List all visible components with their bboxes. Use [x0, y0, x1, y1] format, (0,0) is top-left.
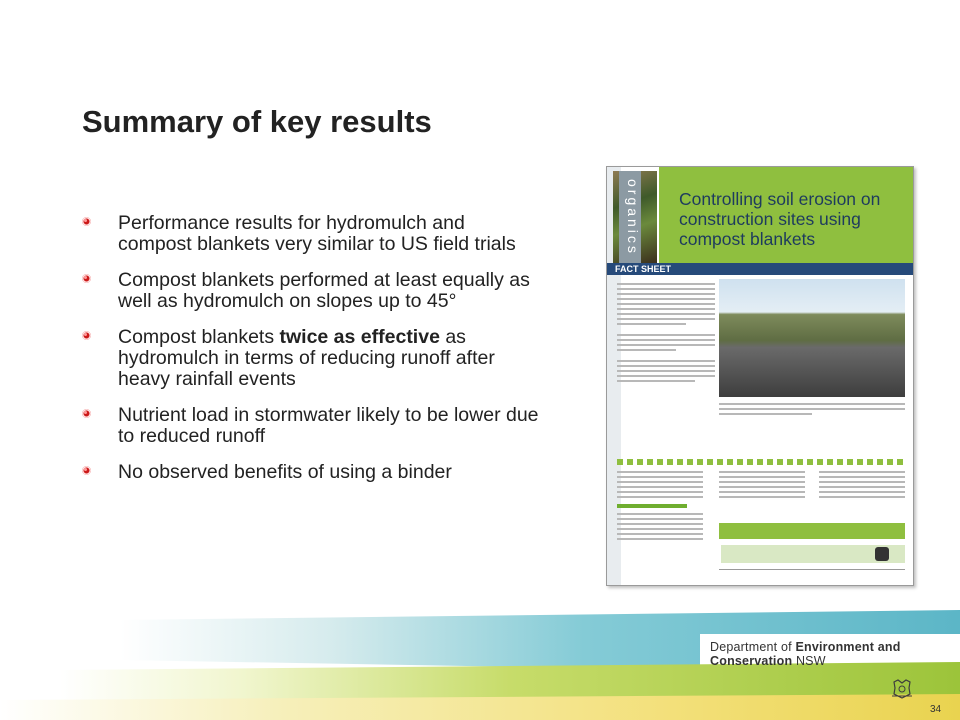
- fact-sheet-band: [607, 263, 913, 275]
- fact-sheet-heading: Controlling soil erosion on construction sites using compost blankets: [679, 189, 881, 249]
- bullet-dot-icon: [82, 274, 91, 283]
- bullet-dot-icon: [82, 466, 91, 475]
- fact-sheet-bottom-rule: [719, 569, 905, 570]
- page-number: 34: [930, 704, 942, 715]
- fact-sheet-road-photo: [719, 279, 905, 397]
- bullet-item: Compost blankets performed at least equally as well as hydromulch on slopes up to 45°: [80, 270, 540, 312]
- bullet-item: Performance results for hydromulch and compost blankets very similar to US field trials: [80, 213, 540, 255]
- bullet-dot-icon: [82, 331, 91, 340]
- fact-sheet-crest-icon: [875, 547, 889, 561]
- fact-sheet-section-heading: [617, 504, 687, 508]
- fact-sheet-dotted-divider: [617, 459, 907, 465]
- department-logo-text: Department of Environment and Conservation NSW: [710, 640, 901, 668]
- slide-title: Summary of key results: [82, 104, 432, 139]
- fact-sheet-side-label: organics: [619, 171, 641, 263]
- bullet-item: No observed benefits of using a binder: [80, 462, 540, 483]
- bullet-dot-icon: [82, 217, 91, 226]
- fact-sheet-column-3: [819, 471, 905, 501]
- fact-sheet-footer-band: [719, 523, 905, 539]
- fact-sheet-caption: [719, 403, 905, 418]
- fact-sheet-column-1: [617, 471, 703, 543]
- bullet-dot-icon: [82, 409, 91, 418]
- bullet-item: Compost blankets twice as effective as hydromulch in terms of reducing runoff after heavy rainfall events: [80, 327, 540, 390]
- emphasis-text: twice as effective: [279, 326, 440, 348]
- fact-sheet-band-label: FACT SHEET: [615, 264, 672, 274]
- bullet-list: [80, 213, 540, 498]
- bullet-item: Nutrient load in stormwater likely to be lower due to reduced runoff: [80, 405, 540, 447]
- fact-sheet-column-2: [719, 471, 805, 501]
- fact-sheet-thumbnail: [606, 166, 914, 586]
- fact-sheet-header: [659, 167, 913, 263]
- fact-sheet-intro-text: [617, 283, 715, 385]
- nsw-crest-icon: [890, 678, 914, 700]
